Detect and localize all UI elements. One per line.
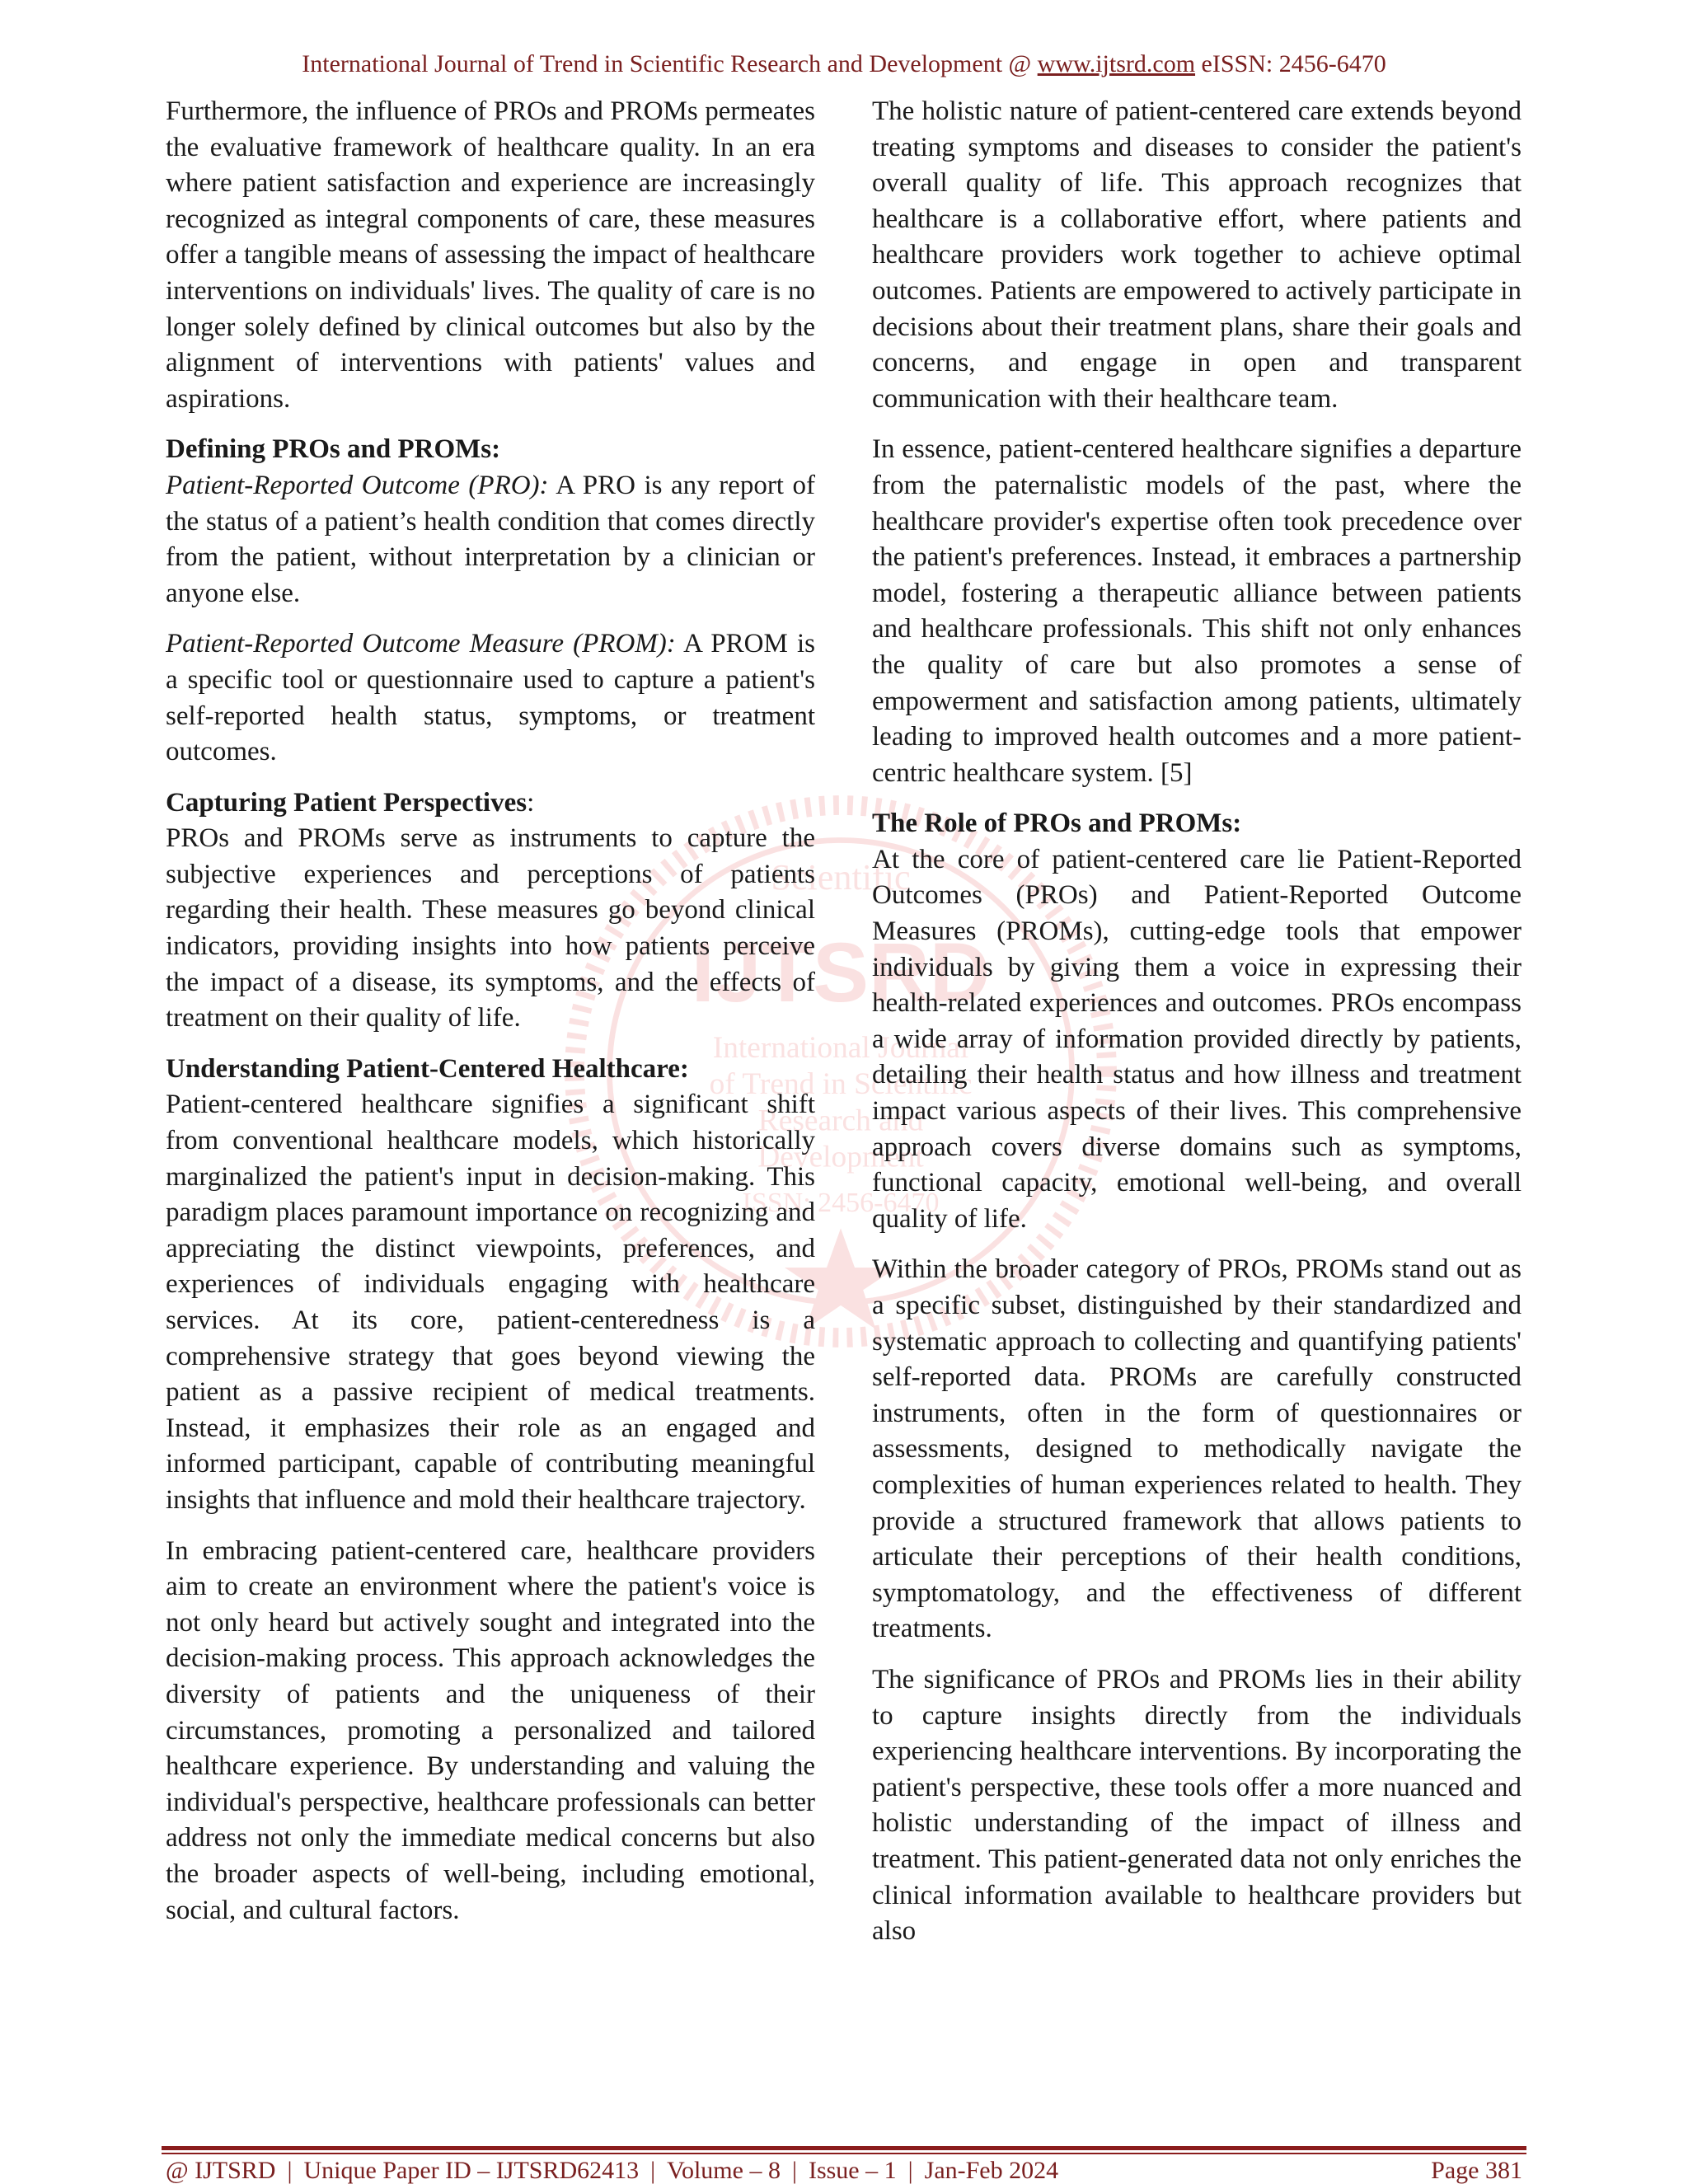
paragraph-understanding: Patient-centered healthcare signifies a significant shift from conventional healthcare models, which historically marginalized the patient's input in decision-making. This paradigm places paramount importance on recognizing and appreciating the distinct viewpoints, preferences, and experiences of individuals engaging with healthcare services. At its core, patient-centeredness is a comprehensive strategy that goes beyond viewing the patient as a passive recipient of medical treatments. Instead, it emphasizes their role as an engaged and informed participant, capable of contributing meaningful insights that influence and mold their healthcare trajectory. — [166, 1090, 815, 1515]
heading-defining: Defining PROs and PROMs: — [166, 434, 501, 465]
footer-volume: Volume – 8 — [667, 2157, 781, 2184]
pro-term: Patient-Reported Outcome (PRO): — [166, 470, 549, 500]
paragraph-within: Within the broader category of PROs, PROMs stand out as a specific subset, distinguished by their standardized and systematic approach to collecting and quantifying patients' self-reported data. PROMs are carefully constructed instruments, often in the form of questionnaires or assessments, designed to methodically navigate the complexities of human experiences related to health. They provide a structured framework that allows patients to articulate their perceptions of their health conditions, symptomatology, and the effectiveness of different treatments. — [872, 1254, 1522, 1644]
right-column — [872, 94, 1522, 1950]
footer-page-number: Page 381 — [1431, 2157, 1522, 2184]
heading-capturing — [166, 785, 815, 822]
journal-name: International Journal of Trend in Scientific Research and Development @ — [302, 50, 1032, 77]
paragraph-embracing: In embracing patient-centered care, healthcare providers aim to create an environment where the patient's voice is not only heard but actively sought and integrated into the decision-making process. This approach acknowledges the diversity of patients and the uniqueness of their circumstances, promoting a personalized and tailored healthcare experience. By understanding and valuing the individual's perspective, healthcare professionals can better address not only the immediate medical concerns but also the broader aspects of well-being, including emotional, social, and cultural factors. — [166, 1535, 815, 1925]
heading-role: The Role of PROs and PROMs: — [872, 808, 1242, 839]
seal-line-2: of Trend in Scientific — [709, 1067, 973, 1102]
footer-date: Jan-Feb 2024 — [924, 2157, 1059, 2184]
left-column — [166, 94, 815, 1929]
seal-line-4: Development — [757, 1140, 924, 1174]
seal-line-3: Research and — [757, 1104, 924, 1138]
footer-info — [166, 2158, 1058, 2184]
seal-top-text: Scientific — [771, 857, 911, 898]
footer-separator: | — [791, 2157, 797, 2184]
heading-understanding: Understanding Patient-Centered Healthcare: — [166, 1053, 689, 1084]
footer-rule-thick — [162, 2146, 1526, 2150]
heading-capturing-colon: : — [527, 787, 535, 818]
running-header — [0, 46, 1688, 82]
journal-url-link[interactable]: www.ijtsrd.com — [1037, 50, 1196, 77]
footer-separator: | — [650, 2157, 656, 2184]
pro-definition-text: A PRO is any report of the status of a patient’s health condition that comes directly from the patient, without interpretation by a clinician or anyone else. — [166, 470, 815, 608]
paragraph-role: At the core of patient-centered care lie Patient-Reported Outcomes (PROs) and Patient-Reported Outcome Measures (PROMs), cutting-edge tools that empower individuals by giving them a voice in expressing their health-related experiences and outcomes. PROs encompass a wide array of information provided directly by patients, detailing their health status and how illness and treatment impact various aspects of their lives. This comprehensive approach covers diverse domains such as symptoms, functional capacity, emotional well-being, and overall quality of life. — [872, 844, 1522, 1234]
journal-issn: eISSN: 2456-6470 — [1201, 50, 1386, 77]
footer-paper-id: Unique Paper ID – IJTSRD62413 — [303, 2157, 640, 2184]
paragraph-essence: In essence, patient-centered healthcare signifies a departure from the paternalistic models of the past, where the healthcare provider's expertise often took precedence over the patient's preferences. Instead, it embraces a partnership model, fostering a therapeutic alliance between patients and healthcare professionals. This shift not only enhances the quality of care but also promotes a sense of empowerment and satisfaction among patients, ultimately leading to improved health outcomes and a more patient-centric healthcare system. [5] — [872, 434, 1522, 788]
paragraph-pro-definition — [166, 468, 815, 612]
footer-separator: | — [287, 2157, 293, 2184]
seal-line-1: International Journal — [712, 1031, 969, 1065]
heading-capturing-text: Capturing Patient Perspectives — [166, 787, 528, 818]
prom-definition-text: A PROM is a specific tool or questionnaire used to capture a patient's self-reported health status, symptoms, or treatment outcomes. — [166, 629, 816, 767]
prom-term: Patient-Reported Outcome Measure (PROM): — [166, 629, 676, 659]
footer-issue: Issue – 1 — [808, 2157, 897, 2184]
paragraph-prom-definition — [166, 626, 815, 770]
footer-publisher: @ IJTSRD — [166, 2157, 276, 2184]
paragraph-holistic: The holistic nature of patient-centered care extends beyond treating symptoms and diseases to consider the patient's overall quality of life. This approach recognizes that healthcare is a collaborative effort, where patients and healthcare providers work together to achieve optimal outcomes. Patients are empowered to actively participate in decisions about their treatment plans, share their goals and concerns, and engage in open and transparent communication with their healthcare team. — [872, 96, 1522, 414]
footer-separator: | — [907, 2157, 913, 2184]
running-footer — [166, 2158, 1522, 2184]
paragraph-capturing: PROs and PROMs serve as instruments to capture the subjective experiences and perceptions of patients regarding their health. These measures go beyond clinical indicators, providing insights into how patients perceive the impact of a disease, its symptoms, and the effects of treatment on their quality of life. — [166, 823, 815, 1033]
seal-center-text: IJTSRD — [691, 926, 991, 1019]
seal-issn: ISSN: 2456-6470 — [742, 1188, 940, 1218]
footer-rule-thin — [162, 2153, 1526, 2154]
paragraph-significance: The significance of PROs and PROMs lies in their ability to capture insights directly from the individuals experiencing healthcare interventions. By incorporating the patient's perspective, these tools offer a more nuanced and holistic understanding of the impact of illness and treatment. This patient-generated data not only enriches the clinical information available to healthcare providers but also — [872, 1664, 1522, 1947]
paragraph-intro: Furthermore, the influence of PROs and PROMs permeates the evaluative framework of healthcare quality. In an era where patient satisfaction and experience are increasingly recognized as integral components of care, these measures offer a tangible means of assessing the impact of healthcare interventions on individuals' lives. The quality of care is no longer solely defined by clinical outcomes but also by the alignment of interventions with patients' values and aspirations. — [166, 96, 815, 414]
